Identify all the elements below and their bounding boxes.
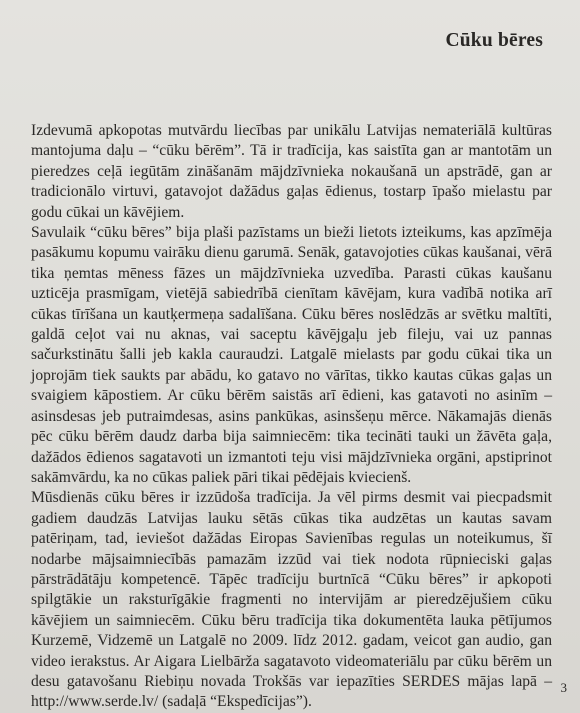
paragraph-today: Mūsdienās cūku bēres ir izzūdoša tradīcija. Ja vēl pirms desmit vai piecpadsmit gadiem daudzās Latvijas lauku sētās cūkas tika audzētas un kautas savam patēriņam, tad, ieviešot dažādas Eiropas Savienības regulas un noteikumus, šī nodarbe mājsaimniecībās pamazām izzūd vai tiek nodota rūpnieciski gaļas pārstrādātāju kompetencē. Tāpēc tradīciju burtnīcā “Cūku bēres” ir apkopoti spilgtākie un raksturīgākie fragmenti no intervijām ar pieredzējušiem cūku kāvējiem un saimniecēm. Cūku bēru tradīcija tika dokumentēta lauka pētījumos Kurzemē, Vidzemē un Latgalē no 2009. līdz 2012. gadam, veicot gan audio, gan video ierakstus. Ar Aigara Lielbārža sagatavoto videomateriālu par cūku bērēm un desu gatavošanu Riebiņu novada Trokšās var iepazīties SERDES mājas lapā – http://www.serde.lv/ (sadaļā “Ekspedīcijas”).: [31, 489, 552, 711]
page-title: Cūku bēres: [445, 30, 543, 51]
paragraph-tradition: Savulaik “cūku bēres” bija plaši pazīstams un bieži lietots izteikums, kas apzīmēja pasākumu kopumu vairāku dienu garumā. Senāk, gatavojoties cūkas kaušanai, vērā tika ņemtas mēness fāzes un mājdzīvnieka uzvedība. Parasti cūkas kaušanu uzticēja prasmīgam, vietējā sabiedrībā cienītam kāvējam, kura vadībā notika arī cūkas tīrīšana un kautķermeņa sadalīšana. Cūku bēres noslēdzās ar svētku maltīti, galdā ceļot vai nu aknas, vai saceptu kāvējgaļu jeb fileju, vai uz pannas sačurkstinātu šalli jeb kakla cauraudzi. Latgalē mielasts par godu cūkai tika un joprojām tiek saukts par abādu, ko gatavo no vārītas, tikko kautas cūkas gaļas un svaigiem kāpostiem. Ar cūku bērēm saistās arī ēdieni, kas gatavoti no asinīm – asinsdesas jeb putraimdesas, asins pankūkas, asinsšeņu mērce. Nākamajās dienās pēc cūku bērēm daudz darba bija saimniecēm: tika tecināti tauki un žāvēta gaļa, dažādos ēdienos sagatavoti un izmantoti teju visi mājdzīvnieka orgāni, apstiprinot sakāmvārdu, ka no cūkas paliek pāri tikai pēdējais kviecienš.: [31, 224, 552, 486]
body-text: [31, 121, 552, 713]
page-number: 3: [560, 680, 567, 695]
paragraph-intro: Izdevumā apkopotas mutvārdu liecības par unikālu Latvijas nemateriālā kultūras mantojuma daļu – “cūku bērēm”. Tā ir tradīcija, kas saistīta gan ar mantotām un pieredzes ceļā iegūtām zināšanām mājdzīvnieka nokaušanā un apstrādē, gan ar tradicionālo virtuvi, gatavojot dažādus gaļas ēdienus, tostarp īpašo mielastu par godu cūkai un kāvējiem.: [31, 122, 552, 221]
